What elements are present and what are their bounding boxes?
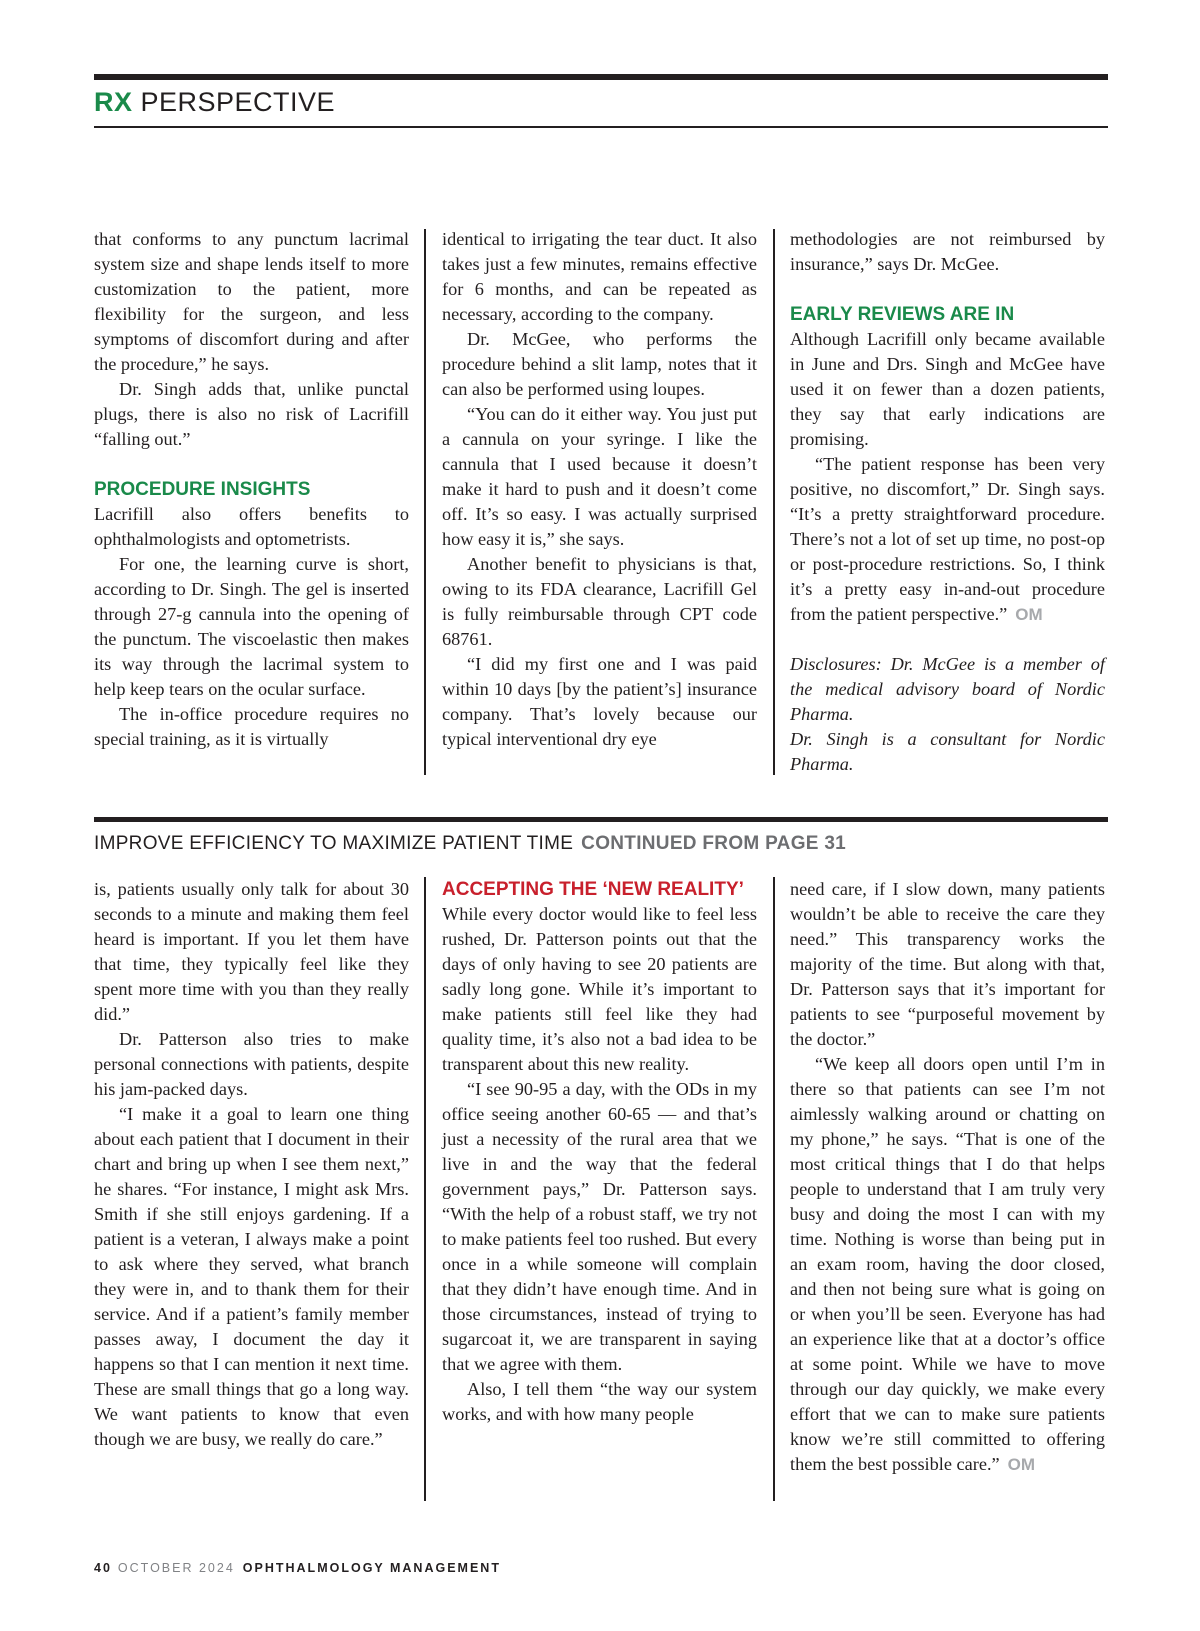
article2-column-2 [442, 877, 757, 1427]
mid-rule [94, 817, 1108, 822]
paragraph-text: “We keep all doors open until I’m in there so that patients can see I’m not aimlessly walking around or chatting on my phone,” he says. “That is one of the most critical things that I do that helps people to understand that I am truly very busy and doing the most I can with my time. Nothing is worse than being put in an exam room, having the door closed, and then not being sure what is going on or when you’ll be seen. Everyone has had an experience like that at a doctor’s office at some point. While we have to move through our day quickly, we make every effort that we can to make sure patients know we’re still committed to offering them the best possible care.” [790, 1054, 1105, 1474]
paragraph: For one, the learning curve is short, according to Dr. Singh. The gel is inserted through 27-g cannula into the opening of the punctum. The viscoelastic then makes its way through the lacrimal system to help keep tears on the ocular surface. [94, 554, 409, 699]
article2-column-3 [790, 877, 1105, 1477]
disclosure: Disclosures: Dr. McGee is a member of the medical advisory board of Nordic Pharma. [790, 654, 1105, 724]
top-rule [94, 74, 1108, 80]
subheading-accepting-new-reality: ACCEPTING THE ‘NEW REALITY’ [442, 879, 744, 900]
disclosure: Dr. Singh is a consultant for Nordic Pharma. [790, 729, 1105, 774]
paragraph: is, patients usually only talk for about 30 seconds to a minute and making them feel heard is important. If you let them have that time, they typically feel like they spent more time with you than they really did.” [94, 879, 409, 1024]
article2-column-1 [94, 877, 409, 1452]
subheading-early-reviews: EARLY REVIEWS ARE IN [790, 304, 1015, 325]
paragraph: Another benefit to physicians is that, owing to its FDA clearance, Lacrifill Gel is fully reimbursable through CPT code 68761. [442, 554, 757, 649]
paragraph: that conforms to any punctum lacrimal system size and shape lends itself to more customization to the patient, more flexibility for the surgeon, and less symptoms of discomfort during and after the procedure,” he says. [94, 229, 409, 374]
paragraph [790, 452, 1105, 627]
publication-name: OPHTHALMOLOGY MANAGEMENT [242, 1561, 501, 1575]
end-mark-om: OM [1007, 1455, 1036, 1474]
paragraph: methodologies are not reimbursed by insurance,” says Dr. McGee. [790, 229, 1105, 274]
paragraph: “You can do it either way. You just put a cannula on your syringe. I like the cannula that I used because it doesn’t make it hard to push and it doesn’t come off. It’s so easy. I was actually surprised how easy it is,” she says. [442, 404, 757, 549]
paragraph: Although Lacrifill only became available in June and Drs. Singh and McGee have used it on fewer than a dozen patients, they say that early indications are promising. [790, 329, 1105, 449]
end-mark-om: OM [1015, 605, 1043, 624]
paragraph: The in-office procedure requires no special training, as it is virtually [94, 704, 409, 749]
continued-title: IMPROVE EFFICIENCY TO MAXIMIZE PATIENT TIME [94, 833, 574, 854]
paragraph: need care, if I slow down, many patients wouldn’t be able to receive the care they need.” This transparency works the majority of the time. But along with that, Dr. Patterson says that it’s important for patients to see “purposeful movement by the doctor.” [790, 879, 1105, 1049]
article1-column-1 [94, 227, 409, 752]
column-divider [424, 877, 426, 1501]
header-rule [94, 126, 1108, 128]
continued-header [94, 832, 846, 856]
paragraph [790, 1052, 1105, 1477]
column-divider [773, 229, 775, 775]
page-footer [94, 1560, 501, 1576]
paragraph: identical to irrigating the tear duct. It also takes just a few minutes, remains effective for 6 months, and can be repeated as necessary, according to the company. [442, 229, 757, 324]
column-divider [773, 877, 775, 1501]
issue-date: OCTOBER 2024 [117, 1561, 235, 1575]
column-divider [424, 229, 426, 775]
section-header-bold: RX [94, 87, 133, 117]
paragraph: Dr. Patterson also tries to make personal connections with patients, despite his jam-packed days. [94, 1029, 409, 1099]
article1-column-3 [790, 227, 1105, 777]
paragraph: Lacrifill also offers benefits to ophthalmologists and optometrists. [94, 504, 409, 549]
paragraph: Also, I tell them “the way our system works, and with how many people [442, 1379, 757, 1424]
paragraph: Dr. Singh adds that, unlike punctal plugs, there is also no risk of Lacrifill “falling out.” [94, 379, 409, 449]
section-header [94, 86, 335, 118]
page-number: 40 [94, 1561, 112, 1575]
subheading-procedure-insights: PROCEDURE INSIGHTS [94, 479, 311, 500]
paragraph-text: “The patient response has been very positive, no discomfort,” Dr. Singh says. “It’s a pretty straightforward procedure. There’s not a lot of set up time, no post-op or post-procedure restrictions. So, I think it’s a pretty easy in-and-out procedure from the patient perspective.” [790, 454, 1105, 624]
paragraph: “I see 90-95 a day, with the ODs in my office seeing another 60-65 — and that’s just a necessity of the rural area that we live in and the way that the federal government pays,” Dr. Patterson says. “With the help of a robust staff, we try not to make patients feel too rushed. But every once in a while someone will complain that they didn’t have enough time. And in those circumstances, instead of trying to sugarcoat it, we are transparent in saying that we agree with them. [442, 1079, 757, 1374]
paragraph: “I make it a goal to learn one thing about each patient that I document in their chart and bring up when I see them next,” he shares. “For instance, I might ask Mrs. Smith if she still enjoys gardening. If a patient is a veteran, I always make a point to ask where they served, what branch they were in, and to thank them for their service. And if a patient’s family member passes away, I document the day it happens so that I can mention it next time. These are small things that go a long way. We want patients to know that even though we are busy, we really do care.” [94, 1104, 409, 1449]
continued-label: CONTINUED FROM PAGE 31 [581, 833, 847, 854]
paragraph: While every doctor would like to feel less rushed, Dr. Patterson points out that the days of only having to see 20 patients are sadly long gone. While it’s important to make patients still feel like they had quality time, it’s also not a bad idea to be transparent about this new reality. [442, 904, 757, 1074]
section-header-rest: PERSPECTIVE [132, 87, 336, 117]
paragraph: Dr. McGee, who performs the procedure behind a slit lamp, notes that it can also be performed using loupes. [442, 329, 757, 399]
article1-column-2 [442, 227, 757, 752]
paragraph: “I did my first one and I was paid within 10 days [by the patient’s] insurance company. That’s lovely because our typical interventional dry eye [442, 654, 757, 749]
